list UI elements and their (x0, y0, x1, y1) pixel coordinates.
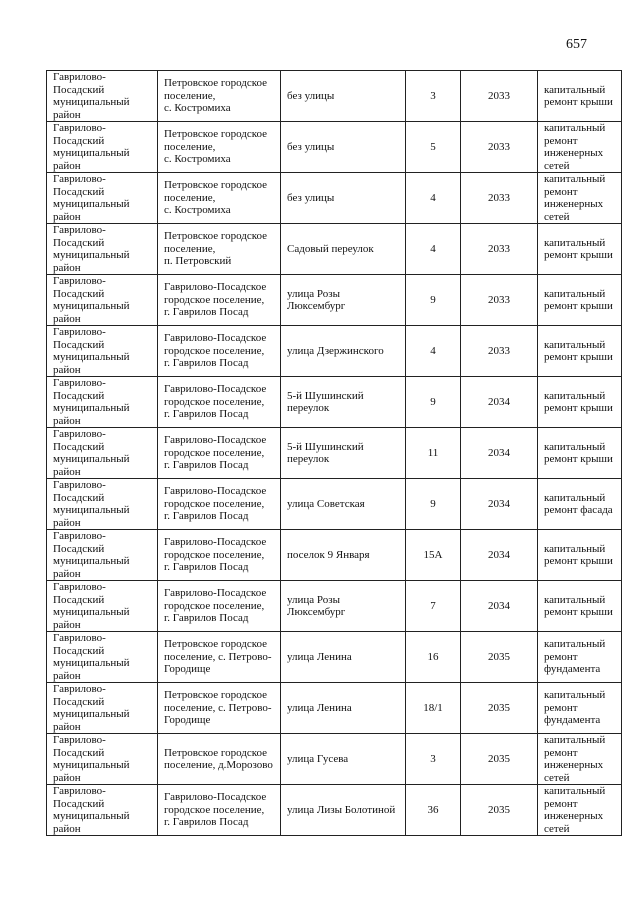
settlement-cell: Гаврилово-Посадское городское поселение, г. Гаврилов Посад (158, 377, 281, 428)
house-number-cell: 3 (406, 71, 461, 122)
settlement-cell: Гаврилово-Посадское городское поселение, г. Гаврилов Посад (158, 326, 281, 377)
district-cell: Гаврилово- Посадский муниципальный район (47, 122, 158, 173)
table-row (47, 71, 622, 122)
work-type-cell: капитальный ремонт инженерных сетей (538, 734, 622, 785)
street-cell: улица Розы Люксембург (281, 275, 406, 326)
house-number-cell: 16 (406, 632, 461, 683)
work-type-cell: капитальный ремонт крыши (538, 530, 622, 581)
settlement-cell: Гаврилово-Посадское городское поселение, г. Гаврилов Посад (158, 581, 281, 632)
house-number-cell: 15А (406, 530, 461, 581)
year-cell: 2035 (461, 683, 538, 734)
street-cell: улица Дзержинского (281, 326, 406, 377)
table-body (47, 71, 622, 836)
district-cell: Гаврилово- Посадский муниципальный район (47, 479, 158, 530)
year-cell: 2033 (461, 224, 538, 275)
table-row (47, 224, 622, 275)
year-cell: 2034 (461, 377, 538, 428)
district-cell: Гаврилово- Посадский муниципальный район (47, 632, 158, 683)
settlement-cell: Петровское городское поселение, п. Петровский (158, 224, 281, 275)
table-row (47, 275, 622, 326)
year-cell: 2033 (461, 122, 538, 173)
district-cell: Гаврилово- Посадский муниципальный район (47, 377, 158, 428)
street-cell: улица Ленина (281, 683, 406, 734)
street-cell: без улицы (281, 71, 406, 122)
district-cell: Гаврилово- Посадский муниципальный район (47, 581, 158, 632)
table-row (47, 734, 622, 785)
street-cell: улица Ленина (281, 632, 406, 683)
work-type-cell: капитальный ремонт крыши (538, 581, 622, 632)
house-number-cell: 18/1 (406, 683, 461, 734)
house-number-cell: 4 (406, 173, 461, 224)
year-cell: 2033 (461, 275, 538, 326)
work-type-cell: капитальный ремонт крыши (538, 275, 622, 326)
street-cell: поселок 9 Января (281, 530, 406, 581)
house-number-cell: 9 (406, 275, 461, 326)
settlement-cell: Гаврилово-Посадское городское поселение, г. Гаврилов Посад (158, 428, 281, 479)
work-type-cell: капитальный ремонт фундамента (538, 683, 622, 734)
district-cell: Гаврилово- Посадский муниципальный район (47, 71, 158, 122)
district-cell: Гаврилово- Посадский муниципальный район (47, 428, 158, 479)
table-row (47, 122, 622, 173)
settlement-cell: Гаврилово-Посадское городское поселение, г. Гаврилов Посад (158, 530, 281, 581)
table-row (47, 581, 622, 632)
year-cell: 2033 (461, 71, 538, 122)
street-cell: улица Советская (281, 479, 406, 530)
table-row (47, 173, 622, 224)
settlement-cell: Петровское городское поселение, с. Петрово- Городище (158, 632, 281, 683)
district-cell: Гаврилово- Посадский муниципальный район (47, 734, 158, 785)
street-cell: 5-й Шушинский переулок (281, 428, 406, 479)
work-type-cell: капитальный ремонт инженерных сетей (538, 173, 622, 224)
work-type-cell: капитальный ремонт фасада (538, 479, 622, 530)
house-number-cell: 4 (406, 326, 461, 377)
settlement-cell: Гаврилово-Посадское городское поселение, г. Гаврилов Посад (158, 785, 281, 836)
table-row (47, 785, 622, 836)
table-row (47, 530, 622, 581)
house-number-cell: 7 (406, 581, 461, 632)
street-cell: улица Розы Люксембург (281, 581, 406, 632)
street-cell: улица Гусева (281, 734, 406, 785)
work-type-cell: капитальный ремонт инженерных сетей (538, 785, 622, 836)
district-cell: Гаврилово- Посадский муниципальный район (47, 224, 158, 275)
house-number-cell: 9 (406, 479, 461, 530)
work-type-cell: капитальный ремонт инженерных сетей (538, 122, 622, 173)
work-type-cell: капитальный ремонт крыши (538, 224, 622, 275)
settlement-cell: Петровское городское поселение, с. Костромиха (158, 173, 281, 224)
work-type-cell: капитальный ремонт крыши (538, 377, 622, 428)
district-cell: Гаврилово- Посадский муниципальный район (47, 326, 158, 377)
street-cell: улица Лизы Болотиной (281, 785, 406, 836)
district-cell: Гаврилово- Посадский муниципальный район (47, 173, 158, 224)
work-type-cell: капитальный ремонт крыши (538, 326, 622, 377)
year-cell: 2034 (461, 530, 538, 581)
page-number: 657 (566, 37, 587, 52)
house-number-cell: 11 (406, 428, 461, 479)
work-type-cell: капитальный ремонт крыши (538, 71, 622, 122)
district-cell: Гаврилово- Посадский муниципальный район (47, 530, 158, 581)
settlement-cell: Петровское городское поселение, д.Морозово (158, 734, 281, 785)
work-type-cell: капитальный ремонт крыши (538, 428, 622, 479)
house-number-cell: 5 (406, 122, 461, 173)
house-number-cell: 9 (406, 377, 461, 428)
house-number-cell: 36 (406, 785, 461, 836)
year-cell: 2035 (461, 785, 538, 836)
settlement-cell: Петровское городское поселение, с. Петрово- Городище (158, 683, 281, 734)
repair-schedule-table (46, 70, 622, 836)
table-row (47, 479, 622, 530)
district-cell: Гаврилово- Посадский муниципальный район (47, 275, 158, 326)
street-cell: Садовый переулок (281, 224, 406, 275)
street-cell: без улицы (281, 173, 406, 224)
settlement-cell: Гаврилово-Посадское городское поселение, г. Гаврилов Посад (158, 275, 281, 326)
year-cell: 2034 (461, 479, 538, 530)
table-row (47, 377, 622, 428)
year-cell: 2033 (461, 173, 538, 224)
year-cell: 2034 (461, 581, 538, 632)
settlement-cell: Петровское городское поселение, с. Костромиха (158, 122, 281, 173)
year-cell: 2034 (461, 428, 538, 479)
table-row (47, 428, 622, 479)
house-number-cell: 3 (406, 734, 461, 785)
settlement-cell: Гаврилово-Посадское городское поселение, г. Гаврилов Посад (158, 479, 281, 530)
settlement-cell: Петровское городское поселение, с. Костромиха (158, 71, 281, 122)
year-cell: 2035 (461, 632, 538, 683)
district-cell: Гаврилово- Посадский муниципальный район (47, 785, 158, 836)
street-cell: без улицы (281, 122, 406, 173)
year-cell: 2035 (461, 734, 538, 785)
work-type-cell: капитальный ремонт фундамента (538, 632, 622, 683)
street-cell: 5-й Шушинский переулок (281, 377, 406, 428)
year-cell: 2033 (461, 326, 538, 377)
house-number-cell: 4 (406, 224, 461, 275)
district-cell: Гаврилово- Посадский муниципальный район (47, 683, 158, 734)
table-row (47, 632, 622, 683)
table-row (47, 326, 622, 377)
table-row (47, 683, 622, 734)
